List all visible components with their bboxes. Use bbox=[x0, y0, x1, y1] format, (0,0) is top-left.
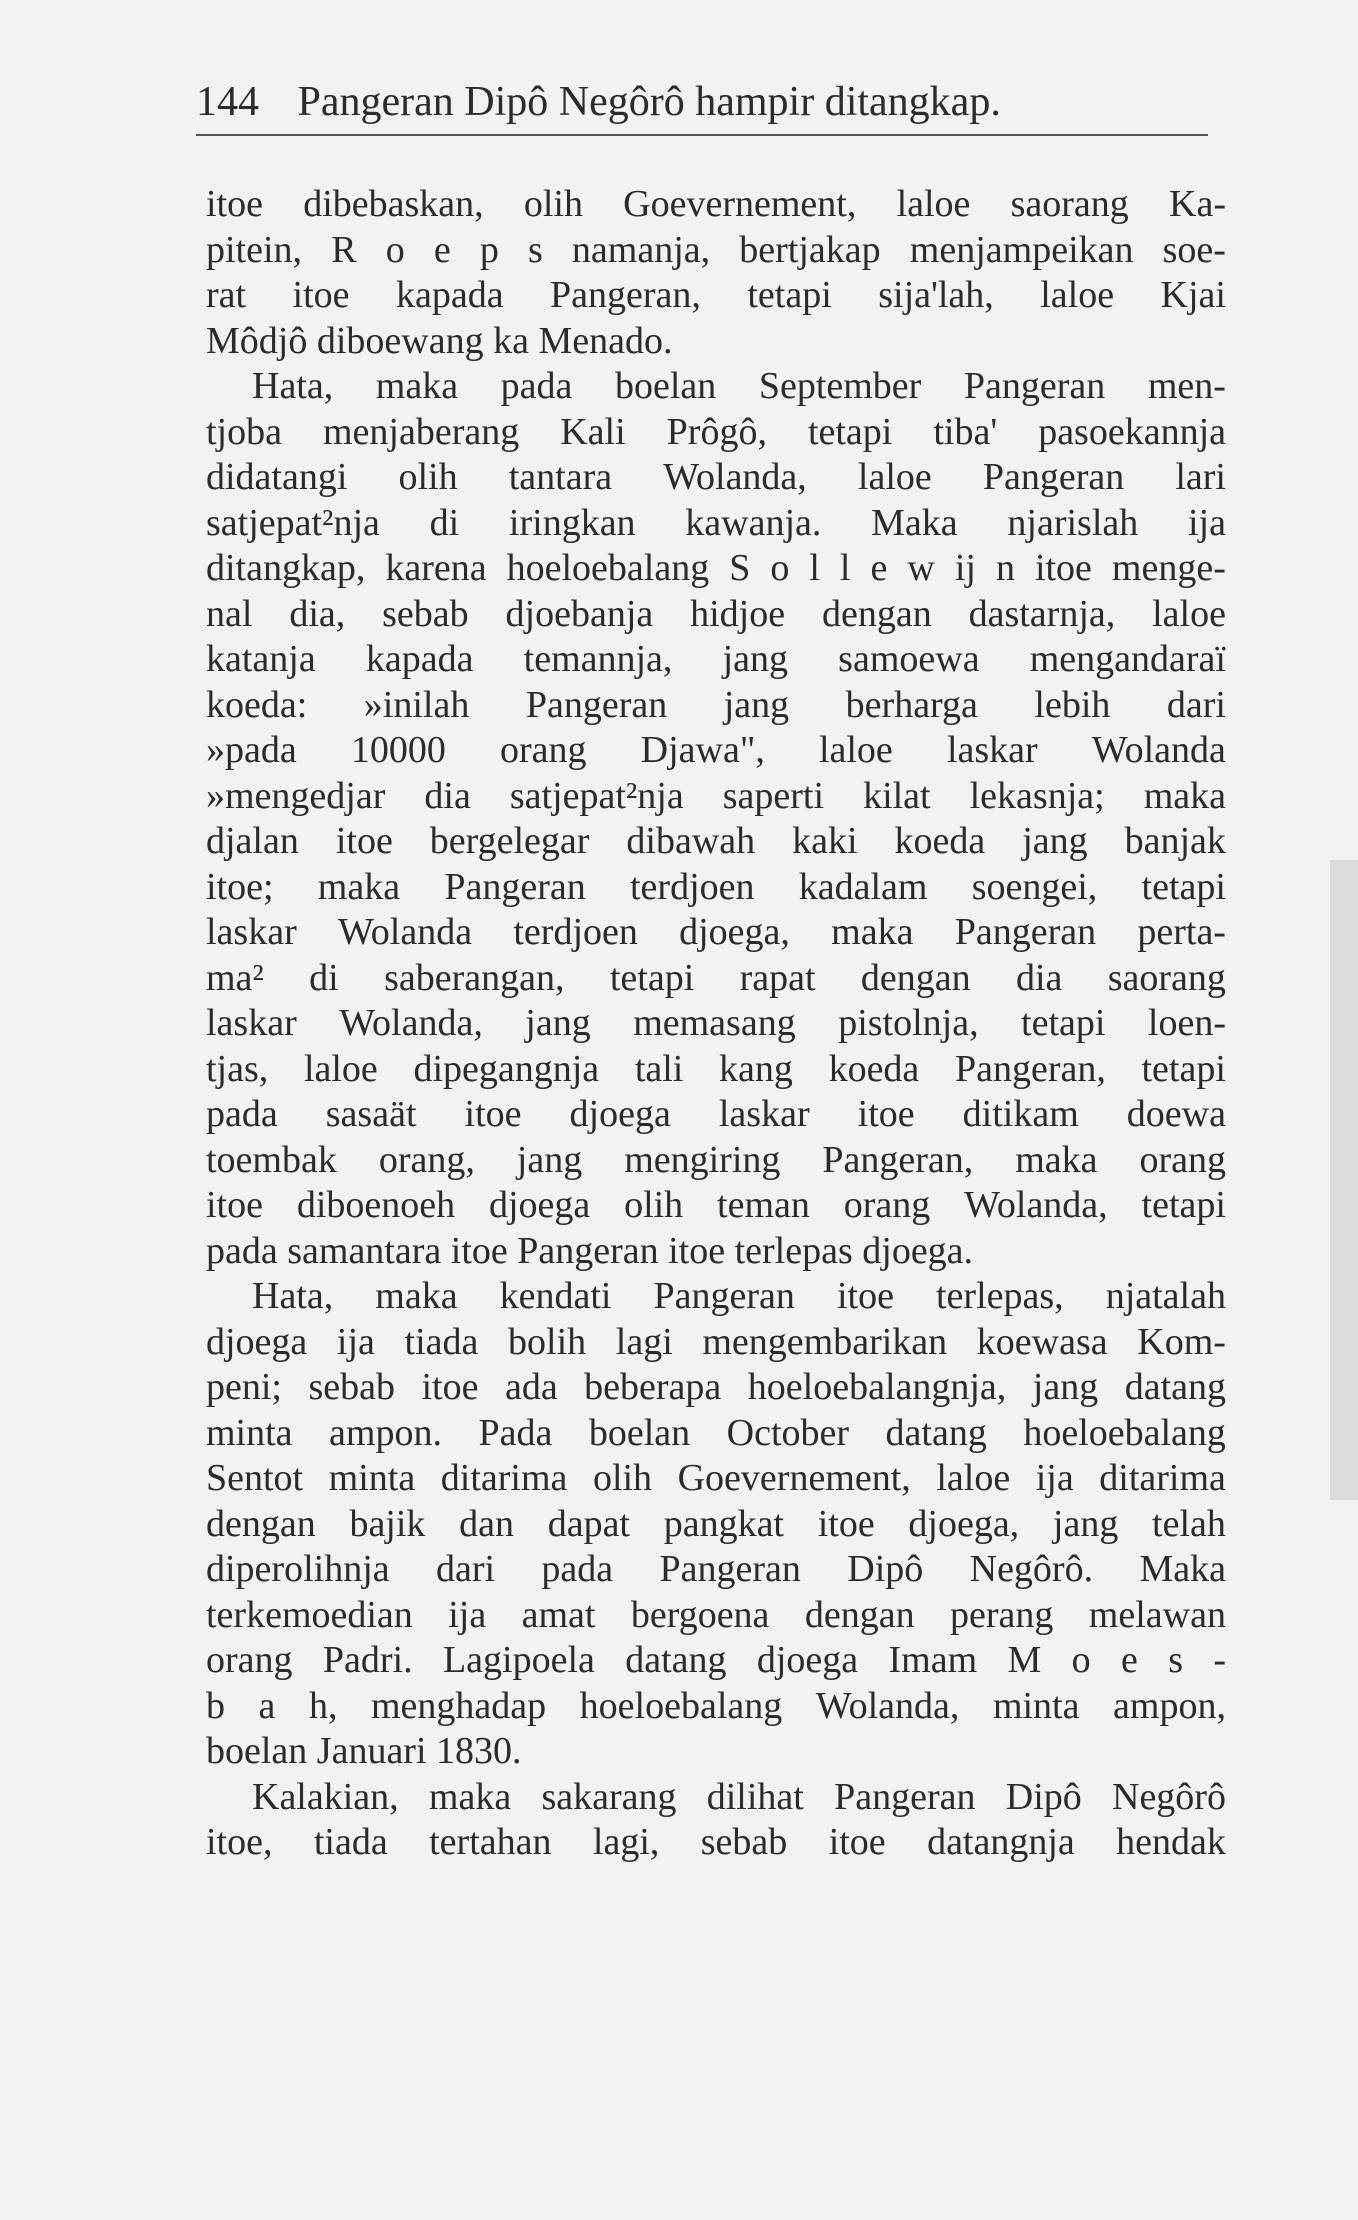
text-line: dengan bajik dan dapat pangkat itoe djoega, jang telah bbox=[206, 1502, 1226, 1545]
text-line: laskar Wolanda, jang memasang pistolnja, tetapi loen- bbox=[206, 1002, 1226, 1044]
text-line: b a h, menghadap hoeloebalang Wolanda, minta ampon, bbox=[206, 1684, 1226, 1727]
text-line: Kalakian, maka sakarang dilihat Pangeran Dipô Negôrô bbox=[252, 1775, 1226, 1818]
text-line: boelan Januari 1830. bbox=[206, 1730, 522, 1772]
text-line: satjepat²nja di iringkan kawanja. Maka njarislah ija bbox=[206, 501, 1226, 544]
text-line: terkemoedian ija amat bergoena dengan perang melawan bbox=[206, 1593, 1226, 1636]
text-line: nal dia, sebab djoebanja hidjoe dengan dastarnja, laloe bbox=[206, 592, 1226, 635]
text-line: Hata, maka kendati Pangeran itoe terlepas, njatalah bbox=[252, 1275, 1226, 1317]
text-line: itoe; maka Pangeran terdjoen kadalam soengei, tetapi bbox=[206, 865, 1226, 908]
text-line: »mengedjar dia satjepat²nja saperti kilat lekasnja; maka bbox=[206, 774, 1226, 817]
text-line: Sentot minta ditarima olih Goevernement, laloe ija ditarima bbox=[206, 1457, 1226, 1499]
text-line: Môdjô diboewang ka Menado. bbox=[206, 319, 673, 362]
running-title: Pangeran Dipô Negôrô hampir ditangkap. bbox=[297, 79, 1001, 125]
text-line: ma² di saberangan, tetapi rapat dengan dia saorang bbox=[206, 956, 1226, 999]
text-line: minta ampon. Pada boelan October datang hoeloebalang bbox=[206, 1411, 1226, 1454]
text-line: peni; sebab itoe ada beberapa hoeloebalangnja, jang datang bbox=[206, 1366, 1226, 1408]
text-line: didatangi olih tantara Wolanda, laloe Pangeran lari bbox=[206, 456, 1226, 498]
page-number: 144 bbox=[196, 79, 259, 125]
text-line: koeda: »inilah Pangeran jang berharga lebih dari bbox=[206, 683, 1226, 726]
text-line: katanja kapada temannja, jang samoewa mengandaraï bbox=[206, 638, 1226, 680]
body-text bbox=[206, 182, 1226, 1866]
text-line: djoega ija tiada bolih lagi mengembarikan koewasa Kom- bbox=[206, 1320, 1226, 1363]
text-line: Hata, maka pada boelan September Pangeran men- bbox=[252, 365, 1226, 407]
page-header bbox=[196, 72, 1208, 136]
text-line: toembak orang, jang mengiring Pangeran, maka orang bbox=[206, 1138, 1226, 1181]
text-line: itoe diboenoeh djoega olih teman orang Wolanda, tetapi bbox=[206, 1184, 1226, 1226]
text-line: pitein, R o e p s namanja, bertjakap menjampeikan soe- bbox=[206, 228, 1226, 271]
text-line: diperolihnja dari pada Pangeran Dipô Negôrô. Maka bbox=[206, 1548, 1226, 1590]
text-line: »pada 10000 orang Djawa", laloe laskar Wolanda bbox=[206, 729, 1226, 771]
text-line: tjas, laloe dipegangnja tali kang koeda Pangeran, tetapi bbox=[206, 1047, 1226, 1090]
text-line: orang Padri. Lagipoela datang djoega Imam M o e s - bbox=[206, 1639, 1226, 1681]
text-line: djalan itoe bergelegar dibawah kaki koeda jang banjak bbox=[206, 820, 1226, 862]
text-line: rat itoe kapada Pangeran, tetapi sija'lah, laloe Kjai bbox=[206, 274, 1226, 316]
text-line: pada samantara itoe Pangeran itoe terlepas djoega. bbox=[206, 1229, 974, 1272]
text-line: ditangkap, karena hoeloebalang S o l l e w ij n itoe menge- bbox=[206, 547, 1226, 589]
text-line: itoe, tiada tertahan lagi, sebab itoe datangnja hendak bbox=[206, 1821, 1226, 1863]
text-line: tjoba menjaberang Kali Prôgô, tetapi tiba' pasoekannja bbox=[206, 410, 1226, 453]
text-line: pada sasaät itoe djoega laskar itoe ditikam doewa bbox=[206, 1093, 1226, 1135]
text-line: laskar Wolanda terdjoen djoega, maka Pangeran perta- bbox=[206, 911, 1226, 953]
text-line: itoe dibebaskan, olih Goevernement, laloe saorang Ka- bbox=[206, 183, 1226, 225]
page-edge-shadow bbox=[1330, 860, 1358, 1500]
